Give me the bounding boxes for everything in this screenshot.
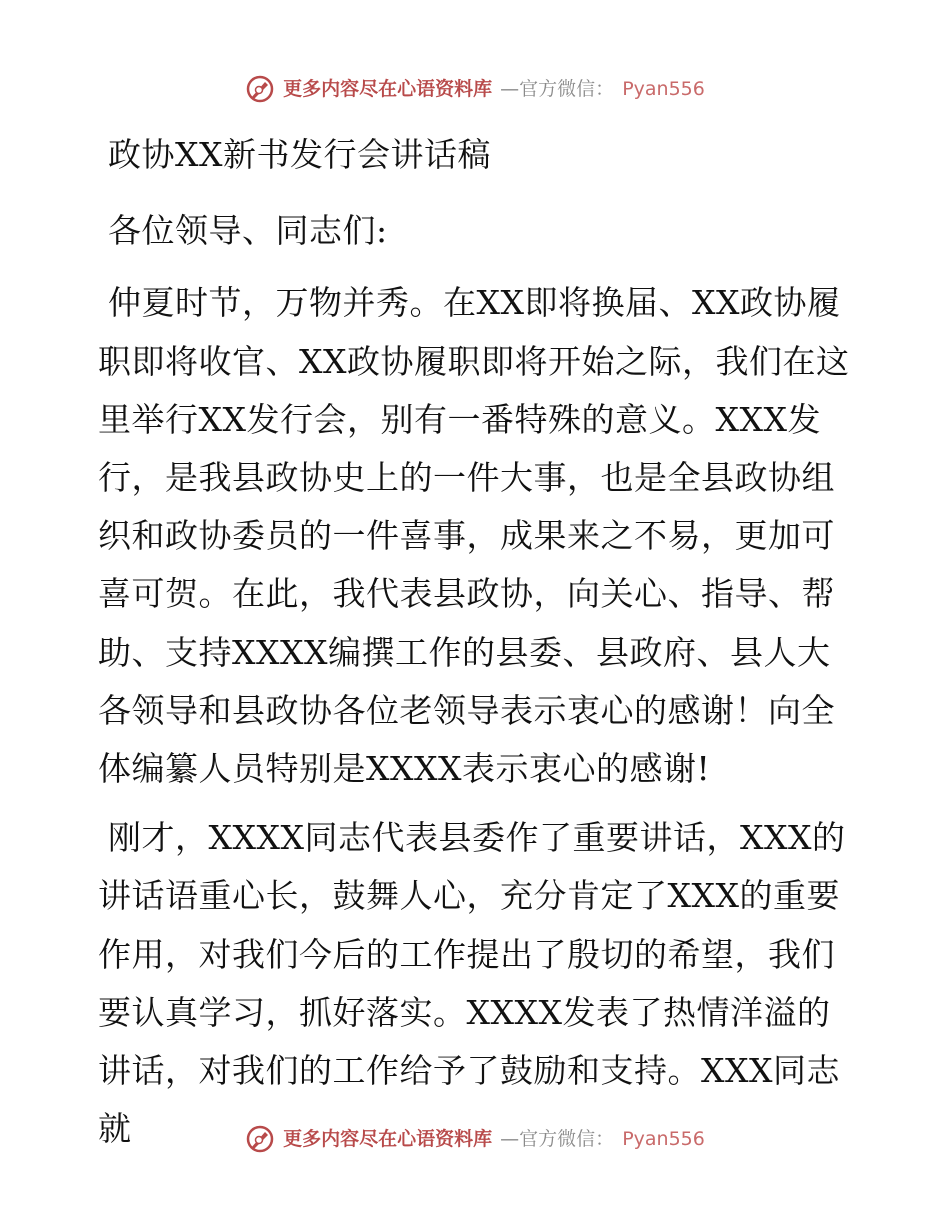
watermark-official-label: —官方微信： [500,1127,615,1150]
watermark-wechat-id: Pyan556 [622,1127,705,1150]
watermark-brand: 更多内容尽在心语资料库 [283,1127,493,1150]
paragraph-1: 仲夏时节，万物并秀。在XX即将换届、XX政协履职即将收官、XX政协履职即将开始之际，我们在这里举行XX发行会，别有一番特殊的意义。XXX发行，是我县政协史上的一件大事，也是全县政协组织和政协委员的一件喜事，成果来之不易，更加可喜可贺。在此，我代表县政协，向关心、指导、帮助、支持XXXX编撰工作的县委、县政府、县人大各领导和县政协各位老领导表示衷心的感谢！向全体编纂人员特别是XXXX表示衷心的感谢! [98,283,850,789]
document-salutation: 各位领导、同志们: [108,211,388,251]
watermark-wechat-id: Pyan556 [622,77,705,100]
footer-watermark [0,1124,950,1154]
watermark-brand: 更多内容尽在心语资料库 [283,77,493,100]
document-body [98,126,858,1169]
quill-logo-icon [245,74,275,104]
watermark-official-label: —官方微信： [500,77,615,100]
paragraph-2: 刚才，XXXX同志代表县委作了重要讲话，XXX的讲话语重心长，鼓舞人心，充分肯定了XXX的重要作用，对我们今后的工作提出了殷切的希望，我们要认真学习，抓好落实。XXXX发表了热情洋溢的讲话，对我们的工作给予了鼓励和支持。XXX同志就 [98,818,846,1149]
quill-logo-icon [245,1124,275,1154]
document-title: 政协XX新书发行会讲话稿 [108,135,491,174]
header-watermark [0,74,950,104]
